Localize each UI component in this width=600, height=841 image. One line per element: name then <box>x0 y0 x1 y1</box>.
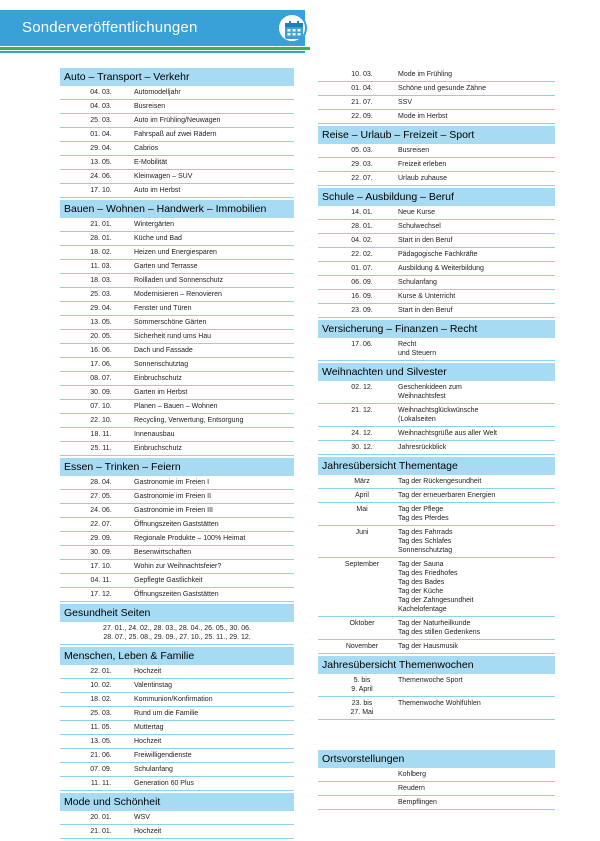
row-topic: Automodelljahr <box>134 89 181 96</box>
table-row <box>318 144 555 158</box>
row-topic: Wohin zur Weihnachtsfeier? <box>134 563 222 570</box>
row-topic: Schöne und gesunde Zähne <box>398 85 486 92</box>
row-date: 24. 06. <box>90 173 112 180</box>
row-topic: Tag der Rückengesundheit <box>398 478 482 485</box>
row-date: 01. 04. <box>90 131 112 138</box>
row-topic: Ausbildung & Weiterbildung <box>398 265 484 272</box>
row-topic: Sommerschöne Gärten <box>134 319 207 326</box>
section-continued <box>318 68 555 124</box>
table-row <box>60 777 294 791</box>
row-date: 11. 05. <box>90 724 112 731</box>
row-topic: Schulwechsel <box>398 223 441 230</box>
section-title: Gesundheit Seiten <box>60 604 294 622</box>
table-row <box>60 504 294 518</box>
row-topic: Freizeit erleben <box>398 161 447 168</box>
table-row <box>318 640 555 654</box>
row-date: 23. bis 27. Mai <box>350 700 374 716</box>
row-topic: Fenster und Türen <box>134 305 192 312</box>
row-date: 21. 01. <box>90 221 112 228</box>
row-topic: Reudern <box>398 785 425 792</box>
table-row <box>60 749 294 763</box>
row-topic: Recycling, Verwertung, Entsorgung <box>134 417 244 424</box>
table-row <box>60 665 294 679</box>
row-date: Oktober <box>349 620 375 627</box>
row-date: 01. 07. <box>351 265 373 272</box>
section-title: Bauen – Wohnen – Handwerk – Immobilien <box>60 200 294 218</box>
row-topic: Themenwoche Wohlfühlen <box>398 700 481 707</box>
table-row <box>318 768 555 782</box>
row-topic: Gastronomie im Freien I <box>134 479 210 486</box>
table-row <box>318 617 555 640</box>
row-date: 22. 09. <box>351 113 373 120</box>
row-date: 13. 05. <box>90 159 112 166</box>
header-bar <box>0 0 600 50</box>
row-topic: Auto im Herbst <box>134 187 181 194</box>
row-date: 04. 02. <box>351 237 373 244</box>
row-topic: Auto im Frühling/Neuwagen <box>134 117 221 124</box>
header-green-line <box>0 47 310 50</box>
row-date: 25. 11. <box>90 445 112 452</box>
row-date: 11. 03. <box>90 263 112 270</box>
row-topic: Planen – Bauen – Wohnen <box>134 403 218 410</box>
section-spacer <box>318 722 555 750</box>
row-topic: Hochzeit <box>134 828 162 835</box>
table-row <box>60 518 294 532</box>
table-row <box>318 782 555 796</box>
table-row <box>318 338 555 361</box>
section-gesundheit-seiten <box>60 604 294 645</box>
row-date: 17. 12. <box>90 591 112 598</box>
row-topic: Muttertag <box>134 724 164 731</box>
table-row <box>60 218 294 232</box>
row-topic: Rund um die Familie <box>134 710 199 717</box>
table-row <box>60 288 294 302</box>
row-topic: Freiwilligendienste <box>134 752 192 759</box>
section-ortsvorstellungen <box>318 722 555 810</box>
row-date: 16. 09. <box>351 293 373 300</box>
row-date: 27. 05. <box>90 493 112 500</box>
row-topic: Schulanfang <box>398 279 437 286</box>
row-topic: Generation 60 Plus <box>134 780 194 787</box>
row-topic: Garten im Herbst <box>134 389 188 396</box>
row-date: 14. 01. <box>351 209 373 216</box>
row-date: 04. 03. <box>90 103 112 110</box>
section-title: Menschen, Leben & Familie <box>60 647 294 665</box>
table-row <box>318 262 555 276</box>
row-date: 20. 01. <box>90 814 112 821</box>
row-date: 17. 06. <box>351 341 373 348</box>
row-topic: E-Mobilität <box>134 159 168 166</box>
row-topic: Start in den Beruf <box>398 237 453 244</box>
table-row <box>60 260 294 274</box>
row-topic: Garten und Terrasse <box>134 263 198 270</box>
table-row <box>318 427 555 441</box>
row-date: 04. 03. <box>90 89 112 96</box>
table-row <box>60 142 294 156</box>
header-blue-line <box>0 51 305 53</box>
row-topic: Sicherheit rund ums Hau <box>134 333 212 340</box>
section-bauen-wohnen-handwerk-immobilien <box>60 200 294 456</box>
row-topic: Wintergärten <box>134 221 175 228</box>
table-row <box>318 304 555 318</box>
table-row <box>60 344 294 358</box>
table-row <box>60 811 294 825</box>
table-row <box>318 158 555 172</box>
row-date: 22. 07. <box>351 175 373 182</box>
row-topic: Hochzeit <box>134 668 162 675</box>
table-row <box>60 588 294 602</box>
row-topic: Einbruchschutz <box>134 445 182 452</box>
table-row <box>60 302 294 316</box>
row-date: 06. 09. <box>351 279 373 286</box>
table-row <box>318 96 555 110</box>
table-row <box>60 622 294 645</box>
table-row <box>60 128 294 142</box>
row-topic: Kommunion/Konfirmation <box>134 696 213 703</box>
table-row <box>60 316 294 330</box>
row-topic: Fahrspaß auf zwei Rädern <box>134 131 217 138</box>
table-row <box>318 290 555 304</box>
row-topic: Weihnachtsglückwünsche (Lokalseiten <box>398 407 479 423</box>
row-topic: Urlaub zuhause <box>398 175 448 182</box>
row-topic: Rollladen und Sonnenschutz <box>134 277 224 284</box>
row-date: 25. 03. <box>90 291 112 298</box>
row-date: 28. 04. <box>90 479 112 486</box>
row-topic: Gastronomie im Freien II <box>134 493 212 500</box>
table-row <box>60 114 294 128</box>
row-topic: Kohlberg <box>398 771 427 778</box>
table-row <box>60 693 294 707</box>
row-topic: Cabrios <box>134 145 159 152</box>
row-topic: Heizen und Energiesparen <box>134 249 217 256</box>
section-title: Weihnachten und Silvester <box>318 363 555 381</box>
row-topic: Tag der Pflege Tag des Pferdes <box>398 506 449 522</box>
row-topic: Tag der Naturheilkunde Tag des stillen Gedenkens <box>398 620 481 636</box>
table-row <box>318 526 555 558</box>
row-topic: WSV <box>134 814 150 821</box>
row-topic: Busreisen <box>398 147 430 154</box>
row-date: 25. 03. <box>90 117 112 124</box>
row-topic: Gepflegte Gastlichkeit <box>134 577 203 584</box>
row-topic: Bempflingen <box>398 799 437 806</box>
table-row <box>60 232 294 246</box>
row-date: 29. 03. <box>351 161 373 168</box>
row-date: Juni <box>355 529 369 536</box>
table-row <box>60 400 294 414</box>
table-row <box>60 707 294 721</box>
row-topic: Pädagogische Fachkräfte <box>398 251 478 258</box>
left-column <box>60 68 294 841</box>
row-topic: Kurse & Unterricht <box>398 293 456 300</box>
table-row <box>60 86 294 100</box>
table-row <box>318 276 555 290</box>
row-topic: Mode im Herbst <box>398 113 448 120</box>
row-topic: Einbruchschutz <box>134 375 182 382</box>
row-topic: SSV <box>398 99 413 106</box>
row-topic: Tag der erneuerbaren Energien <box>398 492 496 499</box>
table-row <box>60 100 294 114</box>
section-weihnachten-und-silvester <box>318 363 555 455</box>
table-row <box>60 763 294 777</box>
row-date: 30. 12. <box>351 444 373 451</box>
row-date: 24. 06. <box>90 507 112 514</box>
row-date: 01. 04. <box>351 85 373 92</box>
row-topic: Busreisen <box>134 103 166 110</box>
row-date: 30. 09. <box>90 549 112 556</box>
row-date: 18. 02. <box>90 696 112 703</box>
row-date: 21. 01. <box>90 828 112 835</box>
table-row <box>318 503 555 526</box>
table-row <box>318 381 555 404</box>
table-row <box>60 274 294 288</box>
page-title: Sonderveröffentlichungen <box>22 19 198 36</box>
row-date: 08. 07. <box>90 375 112 382</box>
row-date: 04. 11. <box>90 577 112 584</box>
row-date: 10. 02. <box>90 682 112 689</box>
row-topic: Tag der Hausmusik <box>398 643 458 650</box>
table-row <box>318 674 555 697</box>
row-date: September <box>344 561 380 568</box>
section-mode-und-schönheit <box>60 793 294 839</box>
row-date: 22. 07. <box>90 521 112 528</box>
section-title: Jahresübersicht Themenwochen <box>318 656 555 674</box>
table-row <box>60 358 294 372</box>
row-date: 30. 09. <box>90 389 112 396</box>
row-date: 22. 10. <box>90 417 112 424</box>
row-date: 29. 04. <box>90 145 112 152</box>
row-date: 18. 11. <box>90 431 112 438</box>
section-versicherung-finanzen-recht <box>318 320 555 361</box>
section-title: Mode und Schönheit <box>60 793 294 811</box>
row-date: 10. 03. <box>351 71 373 78</box>
table-row <box>318 796 555 810</box>
row-date: 11. 11. <box>90 780 112 787</box>
section-title: Schule – Ausbildung – Beruf <box>318 188 555 206</box>
section-title: Reise – Urlaub – Freizeit – Sport <box>318 126 555 144</box>
row-topic: Küche und Bad <box>134 235 182 242</box>
row-topic: Regionale Produkte – 100% Heimat <box>134 535 246 542</box>
table-row <box>60 156 294 170</box>
row-topic: Mode im Frühling <box>398 71 453 78</box>
table-row <box>60 414 294 428</box>
row-topic: Tag der Sauna Tag des Friedhofes Tag des Bades Tag der Küche Tag der Zahngesundheit Kachelofentage <box>398 561 474 613</box>
row-topic: Weihnachtsgrüße aus aller Welt <box>398 430 497 437</box>
table-row <box>318 248 555 262</box>
section-auto-transport-verkehr <box>60 68 294 198</box>
section-title: Auto – Transport – Verkehr <box>60 68 294 86</box>
row-topic: Innenausbau <box>134 431 175 438</box>
table-row <box>60 679 294 693</box>
row-topic: Kleinwagen – SUV <box>134 173 193 180</box>
row-topic: Neue Kurse <box>398 209 435 216</box>
row-topic: Besenwirtschaften <box>134 549 192 556</box>
row-date: 28. 01. <box>351 223 373 230</box>
row-date: 21. 07. <box>351 99 373 106</box>
section-jahresübersicht-themenwochen <box>318 656 555 720</box>
table-row <box>318 441 555 455</box>
table-row <box>318 489 555 503</box>
row-date: 24. 12. <box>351 430 373 437</box>
right-column <box>318 68 555 812</box>
section-reise-urlaub-freizeit-sport <box>318 126 555 186</box>
row-date: November <box>345 643 379 650</box>
row-date: 18. 02. <box>90 249 112 256</box>
table-row <box>60 546 294 560</box>
table-row <box>318 697 555 720</box>
row-date: 07. 10. <box>90 403 112 410</box>
table-row <box>60 560 294 574</box>
table-row <box>60 386 294 400</box>
row-date: 28. 01. <box>90 235 112 242</box>
row-date: 20. 05. <box>90 333 112 340</box>
row-topic: Valentinstag <box>134 682 173 689</box>
table-row <box>60 442 294 456</box>
table-row <box>60 574 294 588</box>
table-row <box>60 170 294 184</box>
row-topic: Gastronomie im Freien III <box>134 507 213 514</box>
row-topic: Öffnungszeiten Gaststätten <box>134 521 219 528</box>
row-topic: Schulanfang <box>134 766 173 773</box>
row-date: 17. 06. <box>90 361 112 368</box>
row-topic: Tag des Fahrrads Tag des Schlafes Sonnenschutztag <box>398 529 453 554</box>
section-essen-trinken-feiern <box>60 458 294 602</box>
row-date: 29. 09. <box>90 535 112 542</box>
row-date: Mai <box>356 506 368 513</box>
row-topic: Modernisieren – Renovieren <box>134 291 222 298</box>
section-title: Ortsvorstellungen <box>318 750 555 768</box>
row-date: April <box>354 492 369 499</box>
section-jahresübersicht-thementage <box>318 457 555 654</box>
section-title: Essen – Trinken – Feiern <box>60 458 294 476</box>
row-date: 17. 10. <box>90 563 112 570</box>
row-date: 07. 09. <box>90 766 112 773</box>
row-topic: Dach und Fassade <box>134 347 193 354</box>
row-date: 13. 05. <box>90 738 112 745</box>
table-row <box>318 558 555 617</box>
row-date: 22. 01. <box>90 668 112 675</box>
table-row <box>60 246 294 260</box>
table-row <box>60 330 294 344</box>
table-row <box>60 372 294 386</box>
table-row <box>318 220 555 234</box>
row-topic: Start in den Beruf <box>398 307 453 314</box>
row-topic: Hochzeit <box>134 738 162 745</box>
table-row <box>60 428 294 442</box>
row-topic: 27. 01., 24. 02., 28. 03., 28. 04., 26. 05., 30. 06. 28. 07., 25. 08., 29. 09., 27. 10., 25. 11., 29. 12. <box>103 625 251 641</box>
section-menschen-leben-familie <box>60 647 294 791</box>
row-date: März <box>354 478 370 485</box>
row-topic: Recht und Steuern <box>398 341 437 357</box>
table-row <box>60 490 294 504</box>
table-row <box>318 82 555 96</box>
table-row <box>318 68 555 82</box>
section-title: Jahresübersicht Thementage <box>318 457 555 475</box>
row-date: 13. 05. <box>90 319 112 326</box>
table-row <box>60 721 294 735</box>
row-topic: Jahresrückblick <box>398 444 447 451</box>
row-date: 25. 03. <box>90 710 112 717</box>
table-row <box>60 184 294 198</box>
row-date: 02. 12. <box>351 384 373 391</box>
row-date: 18. 03. <box>90 277 112 284</box>
table-row <box>60 825 294 839</box>
table-row <box>318 234 555 248</box>
calendar-icon <box>277 13 307 43</box>
row-date: 29. 04. <box>90 305 112 312</box>
table-row <box>60 735 294 749</box>
table-row <box>318 172 555 186</box>
section-title: Versicherung – Finanzen – Recht <box>318 320 555 338</box>
row-date: 16. 06. <box>90 347 112 354</box>
row-topic: Sonnenschutztag <box>134 361 189 368</box>
table-row <box>60 476 294 490</box>
row-date: 17. 10. <box>90 187 112 194</box>
row-date: 05. 03. <box>351 147 373 154</box>
row-date: 5. bis 9. April <box>351 677 373 693</box>
table-row <box>60 532 294 546</box>
row-topic: Themenwoche Sport <box>398 677 463 684</box>
row-date: 21. 12. <box>351 407 373 414</box>
row-date: 21. 06. <box>90 752 112 759</box>
table-row <box>318 206 555 220</box>
row-date: 23. 09. <box>351 307 373 314</box>
table-row <box>318 110 555 124</box>
section-schule-ausbildung-beruf <box>318 188 555 318</box>
row-topic: Öffnungszeiten Gaststätten <box>134 591 219 598</box>
row-topic: Geschenkideen zum Weihnachtsfest <box>398 384 462 400</box>
row-date: 22. 02. <box>351 251 373 258</box>
table-row <box>318 404 555 427</box>
table-row <box>318 475 555 489</box>
